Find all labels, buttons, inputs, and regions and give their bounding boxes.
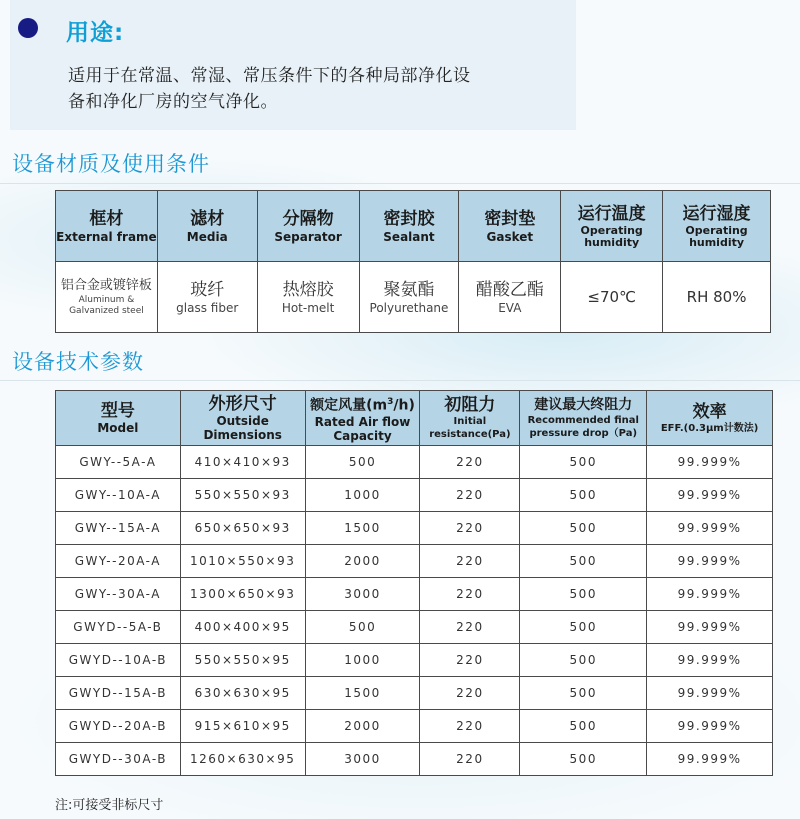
table-cell: 220 (420, 512, 520, 545)
bullet-dot-icon (18, 18, 38, 38)
table-row (56, 545, 773, 578)
table-cell: 220 (420, 479, 520, 512)
table-row (56, 677, 773, 710)
table-cell: 2000 (305, 545, 420, 578)
table-cell: 500 (520, 578, 647, 611)
materials-header-cell: 运行湿度 Operating humidity (663, 191, 771, 262)
table-cell: GWYD--10A-B (56, 644, 181, 677)
table-cell: 500 (520, 677, 647, 710)
table-cell: 650×650×93 (180, 512, 305, 545)
table-cell: 1000 (305, 479, 420, 512)
table-cell: GWY--15A-A (56, 512, 181, 545)
table-row (56, 644, 773, 677)
table-cell: 99.999% (647, 644, 773, 677)
table-cell: 220 (420, 677, 520, 710)
specs-header-cell: 建议最大终阻力 Recommended final pressure drop（Pa) (520, 391, 647, 446)
materials-value-cell: 醋酸乙酯 EVA (459, 262, 561, 333)
usage-description (68, 63, 568, 115)
table-cell: 500 (520, 545, 647, 578)
materials-header-cell: 密封胶 Sealant (359, 191, 459, 262)
non-standard-size-note: 注:可接受非标尺寸 (55, 798, 164, 813)
table-row (56, 446, 773, 479)
usage-title: 用途: (66, 20, 125, 46)
table-cell: 1000 (305, 644, 420, 677)
table-cell: 99.999% (647, 545, 773, 578)
table-cell: 1260×630×95 (180, 743, 305, 776)
table-cell: 99.999% (647, 446, 773, 479)
materials-value-cell: 铝合金或镀锌板 Aluminum & Galvanized steel (56, 262, 158, 333)
materials-section-title: 设备材质及使用条件 (12, 152, 210, 176)
table-cell: 99.999% (647, 677, 773, 710)
table-cell: 99.999% (647, 611, 773, 644)
table-cell: 99.999% (647, 743, 773, 776)
materials-header-cell: 密封垫 Gasket (459, 191, 561, 262)
table-row (56, 479, 773, 512)
materials-header-cell: 运行温度 Operating humidity (561, 191, 663, 262)
table-cell: 500 (305, 611, 420, 644)
table-cell: GWY--20A-A (56, 545, 181, 578)
table-cell: 99.999% (647, 479, 773, 512)
table-cell: 220 (420, 611, 520, 644)
table-row (56, 512, 773, 545)
materials-value-cell: 热熔胶 Hot-melt (257, 262, 359, 333)
table-cell: 1300×650×93 (180, 578, 305, 611)
specs-divider (0, 380, 800, 381)
table-cell: GWYD--20A-B (56, 710, 181, 743)
table-cell: 630×630×95 (180, 677, 305, 710)
table-cell: 99.999% (647, 710, 773, 743)
table-cell: 550×550×95 (180, 644, 305, 677)
table-cell: 1500 (305, 512, 420, 545)
table-cell: 500 (520, 479, 647, 512)
table-row (56, 743, 773, 776)
materials-value-row (56, 262, 771, 333)
specs-header-cell: 外形尺寸 Outside Dimensions (180, 391, 305, 446)
specs-table (55, 390, 773, 776)
table-cell: 220 (420, 710, 520, 743)
table-cell: 1010×550×93 (180, 545, 305, 578)
table-cell: GWYD--15A-B (56, 677, 181, 710)
table-cell: GWY--10A-A (56, 479, 181, 512)
specs-section-title: 设备技术参数 (12, 350, 144, 374)
materials-header-cell: 分隔物 Separator (257, 191, 359, 262)
table-cell: 500 (520, 644, 647, 677)
materials-value-cell: RH 80% (663, 262, 771, 333)
specs-header-cell: 初阻力 Initial resistance(Pa) (420, 391, 520, 446)
materials-value-cell: ≤70℃ (561, 262, 663, 333)
table-cell: 400×400×95 (180, 611, 305, 644)
table-cell: 3000 (305, 743, 420, 776)
table-cell: 220 (420, 743, 520, 776)
materials-header-cell: 滤材 Media (157, 191, 257, 262)
table-cell: 1500 (305, 677, 420, 710)
specs-header-cell: 型号 Model (56, 391, 181, 446)
materials-table (55, 190, 771, 333)
materials-divider (0, 183, 800, 184)
table-cell: 500 (520, 512, 647, 545)
table-row (56, 578, 773, 611)
table-cell: 550×550×93 (180, 479, 305, 512)
specs-header-row (56, 391, 773, 446)
materials-value-cell: 玻纤 glass fiber (157, 262, 257, 333)
table-row (56, 710, 773, 743)
table-cell: 410×410×93 (180, 446, 305, 479)
table-cell: 220 (420, 545, 520, 578)
materials-header-cell: 框材 External frame (56, 191, 158, 262)
table-cell: 3000 (305, 578, 420, 611)
materials-header-row (56, 191, 771, 262)
table-cell: 2000 (305, 710, 420, 743)
table-cell: 500 (520, 743, 647, 776)
table-cell: 500 (305, 446, 420, 479)
table-cell: 500 (520, 710, 647, 743)
materials-value-cell: 聚氨酯 Polyurethane (359, 262, 459, 333)
usage-line-1: 适用于在常温、常湿、常压条件下的各种局部净化设 (68, 66, 471, 86)
table-cell: 220 (420, 644, 520, 677)
table-cell: 915×610×95 (180, 710, 305, 743)
table-cell: 99.999% (647, 512, 773, 545)
specs-header-cell: 额定风量$(m^3/h)$ Rated Air flow Capacity (305, 391, 420, 446)
table-cell: 500 (520, 446, 647, 479)
table-row (56, 611, 773, 644)
specs-header-cell: 效率 EFF.(0.3μm计数法) (647, 391, 773, 446)
table-cell: 220 (420, 446, 520, 479)
table-cell: GWY--5A-A (56, 446, 181, 479)
table-cell: GWYD--5A-B (56, 611, 181, 644)
table-cell: GWYD--30A-B (56, 743, 181, 776)
table-cell: 500 (520, 611, 647, 644)
table-cell: 99.999% (647, 578, 773, 611)
usage-line-2: 备和净化厂房的空气净化。 (68, 92, 278, 112)
table-cell: GWY--30A-A (56, 578, 181, 611)
table-cell: 220 (420, 578, 520, 611)
